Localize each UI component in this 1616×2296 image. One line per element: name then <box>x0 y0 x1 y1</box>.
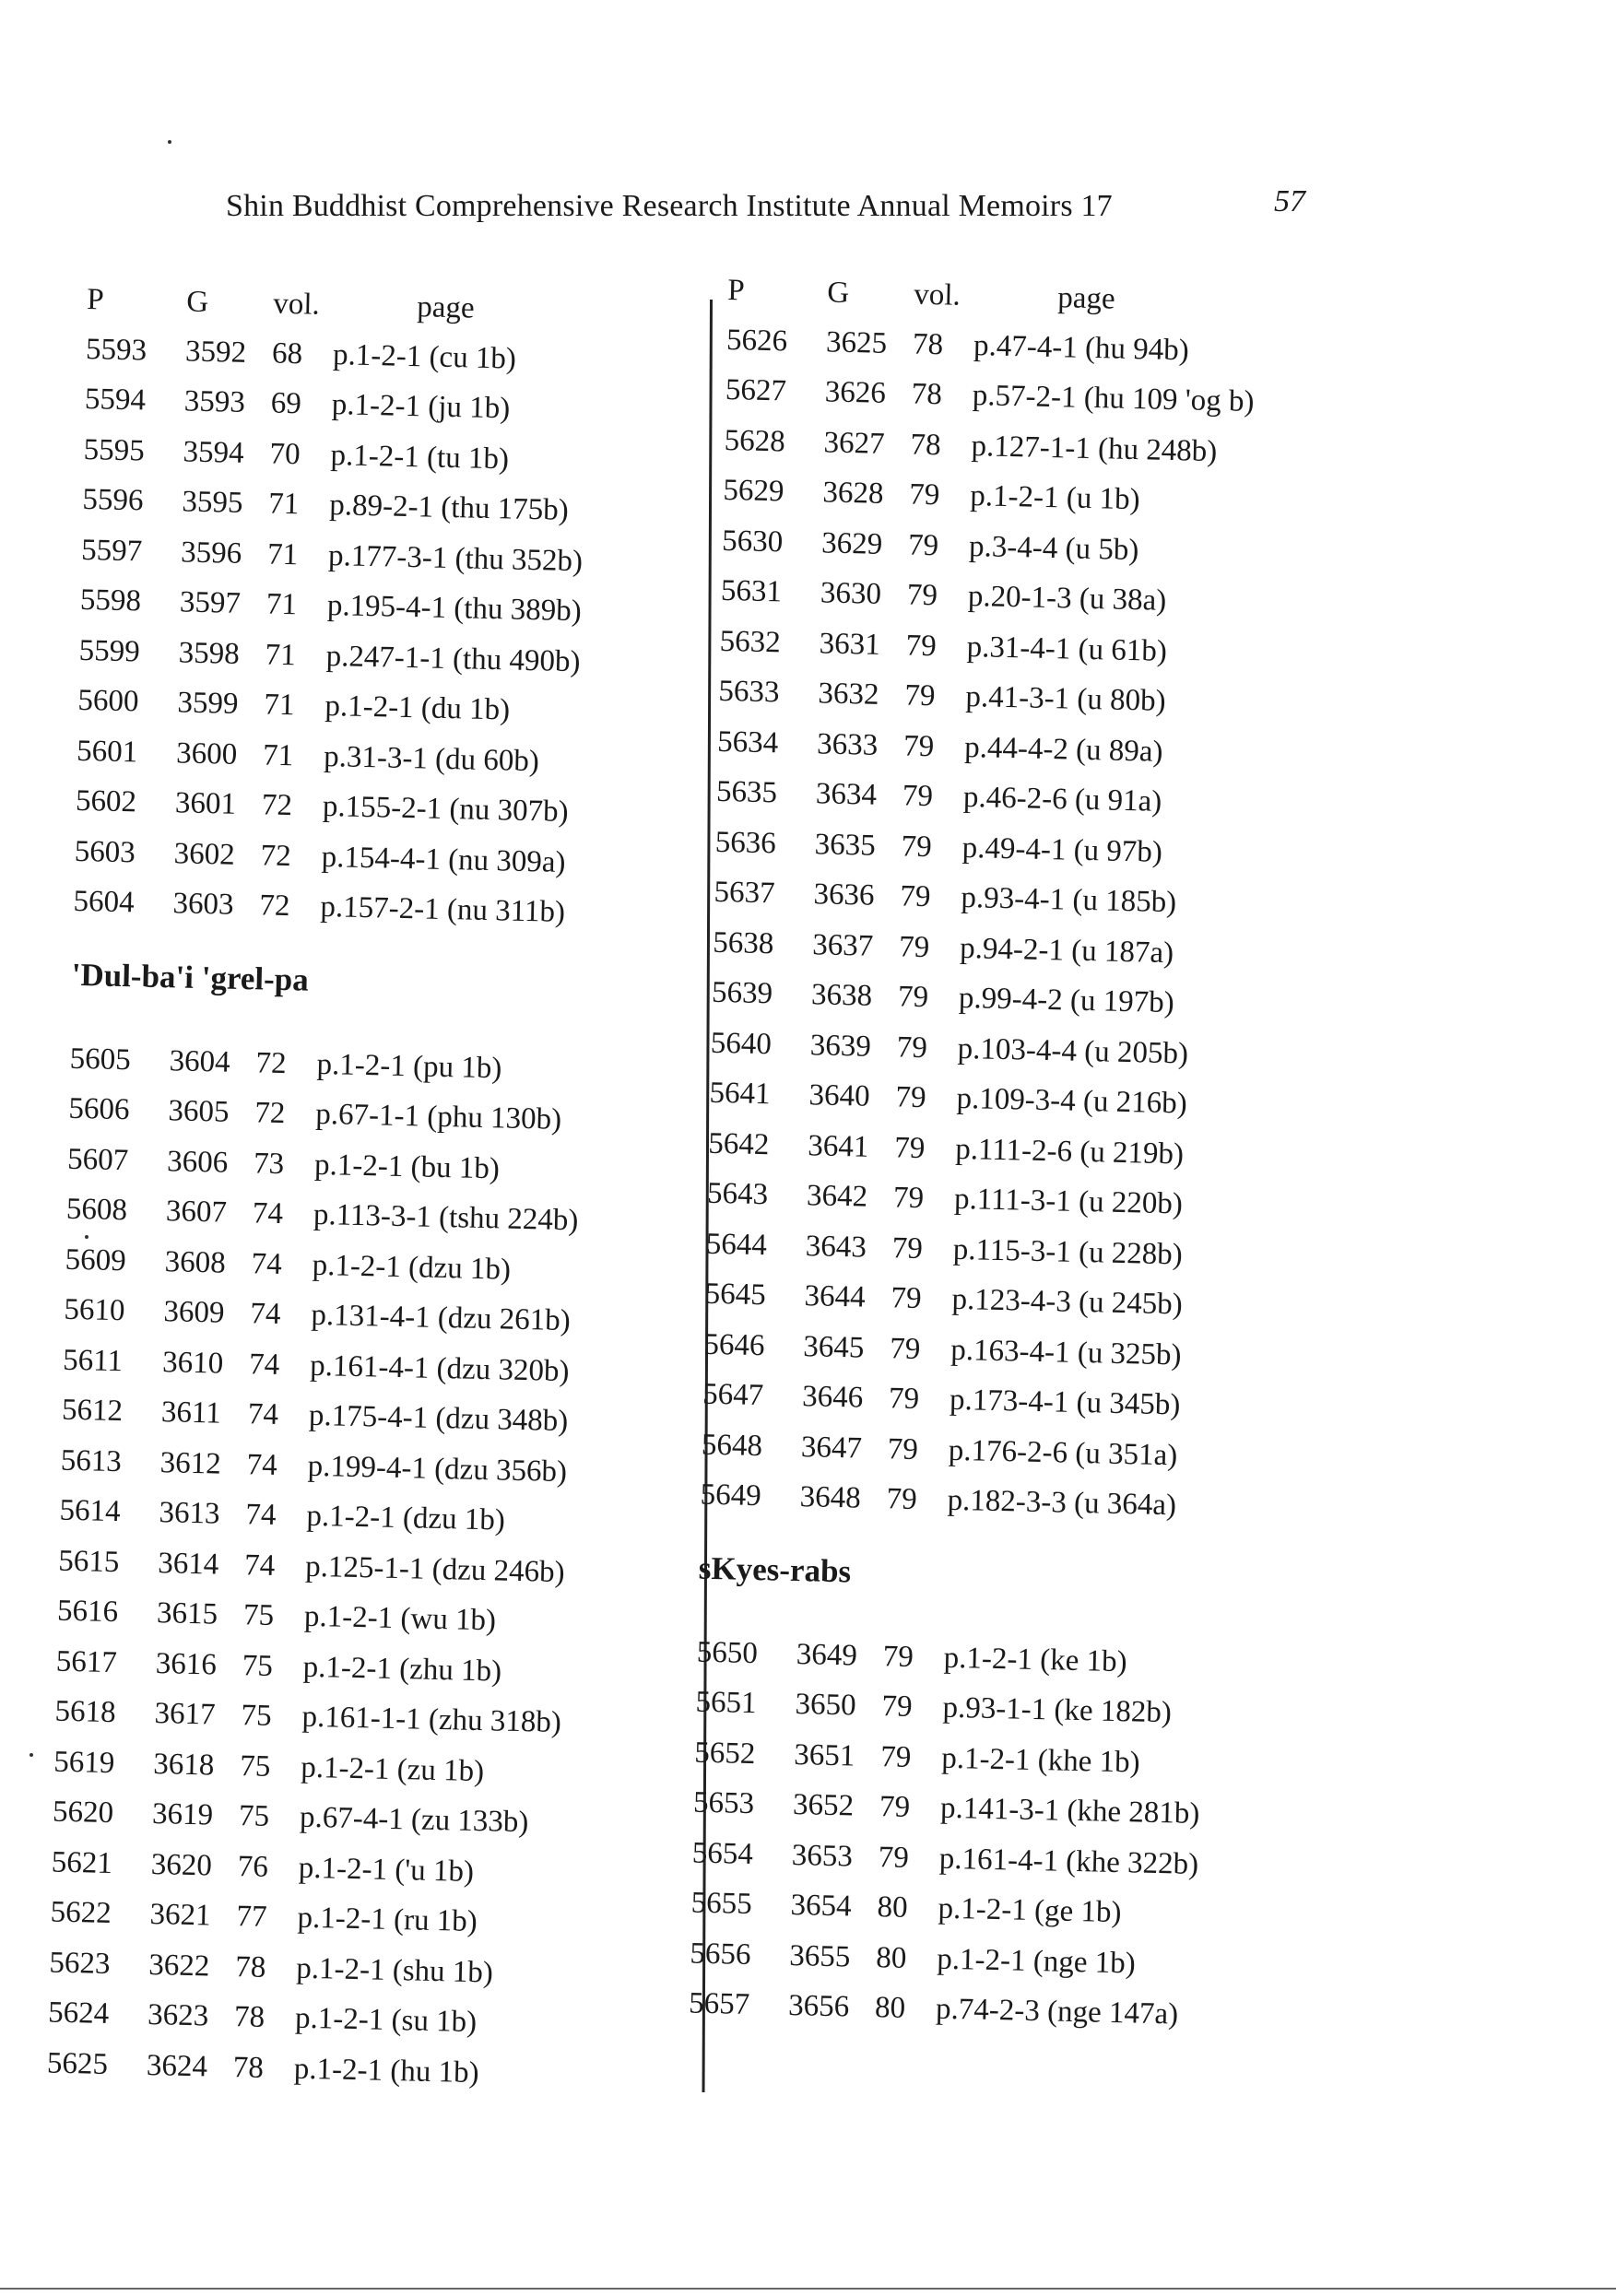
entry-g-number: 3634 <box>815 777 878 813</box>
entry-g-number: 3637 <box>811 928 874 963</box>
entry-page: p.1-2-1 (nge 1b) <box>936 1942 1137 1981</box>
entry-volume: 71 <box>267 487 300 522</box>
entry-g-number: 3625 <box>825 325 888 360</box>
entry-p-number: 5646 <box>703 1327 765 1362</box>
entry-g-number: 3609 <box>163 1295 225 1330</box>
entry-p-number: 5599 <box>78 633 141 669</box>
left-group-1 <box>73 324 749 942</box>
entry-g-number: 3633 <box>816 727 879 762</box>
entry-volume: 74 <box>246 1448 278 1482</box>
entry-volume: 79 <box>895 1080 926 1115</box>
entry-volume: 79 <box>891 1231 924 1266</box>
entry-p-number: 5638 <box>712 925 774 961</box>
entry-page: p.109-3-4 (u 216b) <box>956 1082 1188 1121</box>
entry-volume: 78 <box>911 377 943 412</box>
entry-volume: 78 <box>234 1949 266 1984</box>
entry-page: p.57-2-1 (hu 109 'og b) <box>972 379 1255 419</box>
entry-page: p.111-3-1 (u 220b) <box>953 1183 1184 1221</box>
entry-volume: 71 <box>266 537 299 571</box>
entry-p-number: 5594 <box>84 383 147 418</box>
entry-g-number: 3608 <box>164 1244 227 1280</box>
entry-g-number: 3631 <box>819 627 881 662</box>
entry-volume: 79 <box>892 1181 925 1216</box>
entry-p-number: 5641 <box>709 1077 772 1112</box>
entry-p-number: 5633 <box>718 675 780 710</box>
entry-g-number: 3599 <box>177 686 239 722</box>
entry-volume: 70 <box>269 437 301 472</box>
entry-volume: 77 <box>236 1900 268 1935</box>
entry-volume: 79 <box>902 729 935 763</box>
entry-volume: 72 <box>254 1096 286 1131</box>
entry-volume: 74 <box>250 1297 281 1332</box>
entry-volume: 72 <box>259 889 290 924</box>
entry-volume: 79 <box>893 1131 926 1165</box>
entry-p-number: 5611 <box>62 1343 124 1378</box>
right-group-1 <box>700 315 1388 1536</box>
entry-volume: 74 <box>252 1196 284 1231</box>
entry-g-number: 3649 <box>796 1637 858 1673</box>
entry-g-number: 3652 <box>792 1788 855 1823</box>
entry-volume: 79 <box>896 1030 928 1065</box>
entry-g-number: 3636 <box>813 877 875 913</box>
entry-volume: 78 <box>232 2050 265 2085</box>
entry-page: p.47-4-1 (hu 94b) <box>973 328 1190 368</box>
entry-volume: 79 <box>889 1332 921 1366</box>
entry-page: p.1-2-1 (wu 1b) <box>303 1599 497 1638</box>
entry-volume: 79 <box>879 1739 912 1774</box>
entry-p-number: 5651 <box>695 1685 758 1721</box>
entry-page: p.74-2-3 (nge 147a) <box>935 1992 1179 2031</box>
entry-g-number: 3597 <box>179 585 242 621</box>
entry-page: p.31-3-1 (du 60b) <box>323 739 540 778</box>
entry-page: p.1-2-1 (zhu 1b) <box>302 1650 502 1689</box>
entry-volume: 71 <box>262 738 294 772</box>
entry-volume: 74 <box>251 1247 283 1281</box>
entry-page: p.1-2-1 ('u 1b) <box>298 1851 475 1889</box>
entry-g-number: 3644 <box>804 1279 867 1314</box>
entry-p-number: 5631 <box>720 574 783 609</box>
entry-p-number: 5647 <box>702 1377 764 1413</box>
entry-volume: 74 <box>243 1548 276 1583</box>
entry-g-number: 3605 <box>168 1094 230 1129</box>
entry-g-number: 3641 <box>807 1128 869 1164</box>
entry-volume: 72 <box>260 839 292 873</box>
entry-volume: 74 <box>248 1348 280 1382</box>
entry-g-number: 3640 <box>808 1078 870 1113</box>
entry-page: p.103-4-4 (u 205b) <box>957 1031 1189 1071</box>
entry-g-number: 3595 <box>182 485 243 521</box>
entry-page: p.1-2-1 (ju 1b) <box>331 388 511 426</box>
entry-g-number: 3627 <box>823 426 886 461</box>
entry-page: p.1-2-1 (zu 1b) <box>300 1750 485 1788</box>
entry-volume: 75 <box>242 1598 275 1633</box>
entry-g-number: 3610 <box>161 1345 224 1381</box>
entry-page: p.3-4-4 (u 5b) <box>968 529 1139 567</box>
entry-p-number: 5604 <box>73 885 135 920</box>
entry-g-number: 3632 <box>818 677 879 712</box>
entry-p-number: 5597 <box>80 533 143 569</box>
running-header: Shin Buddhist Comprehensive Research Institute Annual Memoirs 17 <box>226 189 1113 223</box>
entry-g-number: 3650 <box>795 1688 856 1723</box>
entry-page: p.41-3-1 (u 80b) <box>965 680 1167 719</box>
entry-volume: 74 <box>247 1397 279 1432</box>
entry-page: p.99-4-2 (u 197b) <box>958 982 1175 1020</box>
entry-g-number: 3593 <box>183 384 246 420</box>
entry-volume: 79 <box>902 779 934 814</box>
entry-p-number: 5654 <box>691 1836 754 1871</box>
entry-p-number: 5637 <box>714 876 775 911</box>
entry-page: p.46-2-6 (u 91a) <box>962 781 1162 819</box>
header-p: P <box>726 273 746 307</box>
right-column <box>689 265 1390 2044</box>
speck <box>168 140 171 144</box>
entry-page: p.247-1-1 (thu 490b) <box>325 639 581 678</box>
entry-p-number: 5596 <box>82 483 144 518</box>
entry-page: p.161-4-1 (khe 322b) <box>938 1842 1199 1881</box>
entry-page: p.1-2-1 (tu 1b) <box>330 438 510 477</box>
entry-g-number: 3621 <box>149 1898 212 1933</box>
entry-volume: 69 <box>270 386 302 421</box>
entry-p-number: 5616 <box>56 1594 119 1630</box>
entry-g-number: 3618 <box>152 1747 215 1783</box>
entry-page: p.1-2-1 (khe 1b) <box>940 1741 1141 1780</box>
entry-g-number: 3594 <box>183 435 245 470</box>
entry-page: p.199-4-1 (dzu 356b) <box>307 1449 568 1489</box>
entry-page: p.1-2-1 (su 1b) <box>294 2001 478 2040</box>
entry-p-number: 5635 <box>715 775 778 810</box>
entry-g-number: 3614 <box>157 1546 219 1582</box>
entry-volume: 79 <box>887 1432 919 1466</box>
entry-g-number: 3611 <box>160 1395 222 1431</box>
entry-g-number: 3642 <box>806 1179 868 1214</box>
entry-g-number: 3596 <box>180 536 242 571</box>
entry-g-number: 3619 <box>151 1797 214 1832</box>
entry-volume: 74 <box>245 1498 277 1533</box>
entry-p-number: 5648 <box>701 1428 763 1463</box>
entry-p-number: 5640 <box>710 1026 773 1062</box>
entry-g-number: 3607 <box>165 1195 228 1230</box>
entry-g-number: 3628 <box>822 476 884 512</box>
entry-page: p.131-4-1 (dzu 261b) <box>311 1299 572 1338</box>
entry-g-number: 3647 <box>800 1430 863 1466</box>
entry-g-number: 3653 <box>791 1838 854 1874</box>
entry-page: p.154-4-1 (nu 309a) <box>321 840 566 879</box>
entry-volume: 75 <box>241 1699 272 1734</box>
entry-page: p.161-4-1 (dzu 320b) <box>309 1348 570 1388</box>
entry-page: p.1-2-1 (ru 1b) <box>297 1901 478 1939</box>
entry-g-number: 3615 <box>156 1596 218 1631</box>
entry-g-number: 3604 <box>169 1043 231 1079</box>
entry-g-number: 3646 <box>801 1380 864 1415</box>
entry-p-number: 5629 <box>723 474 784 509</box>
entry-p-number: 5627 <box>725 373 787 408</box>
entry-page: p.127-1-1 (hu 248b) <box>971 429 1218 468</box>
entry-g-number: 3598 <box>178 636 241 671</box>
header-page: page <box>1056 280 1115 316</box>
header-vol: vol. <box>272 287 321 322</box>
entry-p-number: 5636 <box>714 825 777 861</box>
entry-volume: 79 <box>882 1639 914 1674</box>
entry-g-number: 3613 <box>159 1496 220 1531</box>
entry-p-number: 5619 <box>53 1745 115 1780</box>
entry-page: p.1-2-1 (pu 1b) <box>316 1047 502 1086</box>
header-g: G <box>185 284 209 319</box>
entry-g-number: 3616 <box>155 1646 218 1682</box>
entry-g-number: 3630 <box>820 576 882 612</box>
entry-p-number: 5626 <box>725 323 788 359</box>
entry-g-number: 3648 <box>799 1480 862 1515</box>
entry-page: p.155-2-1 (nu 307b) <box>322 790 570 830</box>
entry-volume: 79 <box>908 477 940 512</box>
header-vol: vol. <box>913 277 961 312</box>
entry-p-number: 5614 <box>59 1493 121 1529</box>
right-group-2 <box>689 1628 1360 2044</box>
entry-page: p.1-2-1 (hu 1b) <box>293 2052 479 2090</box>
header-page: page <box>416 289 475 325</box>
entry-page: p.161-1-1 (zhu 318b) <box>301 1700 562 1740</box>
entry-page: p.1-2-1 (shu 1b) <box>295 1951 494 1990</box>
entry-page: p.1-2-1 (ke 1b) <box>943 1641 1128 1678</box>
entry-p-number: 5608 <box>65 1192 128 1228</box>
entry-page: p.1-2-1 (du 1b) <box>324 689 511 727</box>
speck <box>29 1753 33 1757</box>
entry-page: p.123-4-3 (u 245b) <box>951 1283 1184 1322</box>
entry-p-number: 5600 <box>77 684 139 719</box>
entry-g-number: 3602 <box>173 837 236 872</box>
entry-volume: 72 <box>255 1046 288 1080</box>
section-title: 'Dul-ba'i 'grel-pa <box>71 956 310 998</box>
entry-p-number: 5652 <box>693 1736 756 1771</box>
entry-page: p.195-4-1 (thu 389b) <box>326 589 583 629</box>
entry-volume: 79 <box>904 678 936 713</box>
entry-g-number: 3656 <box>787 1989 850 2024</box>
entry-p-number: 5650 <box>696 1635 759 1670</box>
entry-page: p.67-1-1 (phu 130b) <box>314 1098 562 1137</box>
entry-p-number: 5617 <box>55 1644 118 1679</box>
entry-p-number: 5603 <box>74 834 136 870</box>
entry-page: p.1-2-1 (dzu 1b) <box>312 1248 512 1287</box>
entry-page: p.93-4-1 (u 185b) <box>961 881 1177 920</box>
entry-volume: 79 <box>905 629 938 663</box>
entry-volume: 80 <box>875 1940 907 1975</box>
entry-p-number: 5639 <box>711 976 773 1011</box>
entry-g-number: 3639 <box>809 1028 872 1064</box>
entry-g-number: 3626 <box>824 375 887 411</box>
entry-page: p.67-4-1 (zu 133b) <box>299 1800 529 1840</box>
entry-volume: 72 <box>261 788 293 823</box>
scan-edge <box>0 2288 1616 2290</box>
entry-p-number: 5632 <box>719 624 782 660</box>
entry-p-number: 5607 <box>66 1142 129 1177</box>
entry-volume: 79 <box>898 930 930 964</box>
entry-p-number: 5623 <box>49 1946 111 1981</box>
entry-p-number: 5618 <box>54 1694 117 1730</box>
entry-p-number: 5602 <box>75 784 137 819</box>
entry-p-number: 5628 <box>724 423 786 459</box>
entry-page: p.125-1-1 (dzu 246b) <box>304 1549 565 1589</box>
entry-g-number: 3624 <box>146 2048 208 2084</box>
left-column <box>46 275 749 2103</box>
entry-page: p.1-2-1 (u 1b) <box>969 479 1140 517</box>
entry-volume: 79 <box>906 578 938 613</box>
entry-volume: 75 <box>239 1748 271 1784</box>
entry-page: p.173-4-1 (u 345b) <box>949 1383 1181 1422</box>
entry-p-number: 5610 <box>64 1292 125 1328</box>
entry-volume: 71 <box>265 638 297 672</box>
entry-volume: 79 <box>888 1382 920 1417</box>
entry-p-number: 5601 <box>76 734 138 770</box>
entry-page: p.141-3-1 (khe 281b) <box>939 1791 1200 1831</box>
section-title: sKyes-rabs <box>698 1549 852 1590</box>
entry-volume: 79 <box>878 1840 910 1875</box>
entry-p-number: 5657 <box>688 1986 750 2022</box>
entry-page: p.163-4-1 (u 325b) <box>950 1333 1182 1372</box>
entry-p-number: 5622 <box>50 1895 112 1931</box>
entry-page: p.89-2-1 (thu 175b) <box>328 489 570 528</box>
entry-g-number: 3643 <box>805 1229 867 1265</box>
entry-page: p.115-3-1 (u 228b) <box>952 1232 1184 1272</box>
entry-page: p.111-2-6 (u 219b) <box>954 1132 1185 1172</box>
entry-volume: 76 <box>237 1849 269 1884</box>
entry-p-number: 5613 <box>60 1443 123 1478</box>
entry-volume: 79 <box>900 879 931 914</box>
entry-volume: 80 <box>877 1890 909 1925</box>
entry-p-number: 5593 <box>85 332 147 368</box>
entry-page: p.177-3-1 (thu 352b) <box>327 538 584 579</box>
entry-g-number: 3654 <box>790 1889 853 1924</box>
entry-g-number: 3651 <box>793 1737 855 1773</box>
entry-p-number: 5656 <box>690 1937 751 1972</box>
entry-volume: 75 <box>238 1799 270 1834</box>
entry-volume: 73 <box>253 1147 285 1181</box>
entry-p-number: 5621 <box>51 1845 113 1880</box>
entry-page: p.1-2-1 (cu 1b) <box>332 337 517 376</box>
entry-page: p.49-4-1 (u 97b) <box>961 830 1163 869</box>
entry-p-number: 5609 <box>65 1242 127 1278</box>
entry-g-number: 3645 <box>803 1329 865 1365</box>
entry-g-number: 3620 <box>150 1847 213 1883</box>
entry-p-number: 5643 <box>706 1176 769 1212</box>
entry-p-number: 5624 <box>47 1996 110 2031</box>
entry-page: p.1-2-1 (dzu 1b) <box>306 1499 506 1537</box>
header-g: G <box>826 275 850 310</box>
entry-g-number: 3629 <box>820 526 883 561</box>
entry-g-number: 3601 <box>174 786 237 822</box>
entry-p-number: 5634 <box>716 724 779 760</box>
entry-volume: 68 <box>271 336 303 371</box>
entry-page: p.31-4-1 (u 61b) <box>966 630 1168 668</box>
entry-p-number: 5595 <box>83 432 146 468</box>
entry-volume: 71 <box>265 587 298 622</box>
entry-volume: 79 <box>901 830 933 864</box>
entry-volume: 78 <box>912 327 944 362</box>
entry-g-number: 3600 <box>175 736 238 771</box>
entry-g-number: 3655 <box>789 1938 851 1974</box>
entry-page: p.157-2-1 (nu 311b) <box>320 890 566 930</box>
entry-p-number: 5649 <box>700 1478 762 1513</box>
entry-p-number: 5645 <box>704 1277 767 1313</box>
page-number: 57 <box>1274 184 1305 218</box>
left-group-2 <box>46 1034 732 2103</box>
header-p: P <box>86 282 105 316</box>
entry-volume: 79 <box>907 528 939 562</box>
entry-g-number: 3603 <box>172 887 234 923</box>
entry-page: p.94-2-1 (u 187a) <box>959 931 1174 970</box>
entry-p-number: 5598 <box>79 583 142 618</box>
entry-volume: 79 <box>897 980 929 1015</box>
entry-page: p.176-2-6 (u 351a) <box>948 1433 1178 1473</box>
entry-page: p.44-4-2 (u 89a) <box>963 730 1163 769</box>
entry-page: p.113-3-1 (tshu 224b) <box>313 1198 579 1238</box>
entry-page: p.1-2-1 (ge 1b) <box>938 1891 1122 1930</box>
entry-page: p.93-1-1 (ke 182b) <box>942 1690 1173 1730</box>
entry-p-number: 5630 <box>721 524 784 559</box>
entry-g-number: 3635 <box>814 828 877 863</box>
entry-g-number: 3592 <box>184 335 247 370</box>
entry-page: p.175-4-1 (dzu 348b) <box>308 1399 569 1439</box>
entry-page: p.182-3-3 (u 364a) <box>947 1483 1177 1523</box>
entry-p-number: 5644 <box>705 1227 768 1262</box>
entry-volume: 78 <box>910 428 942 463</box>
entry-g-number: 3622 <box>148 1948 210 1984</box>
entry-g-number: 3638 <box>810 978 873 1013</box>
entry-volume: 71 <box>264 688 295 723</box>
entry-g-number: 3617 <box>154 1697 216 1732</box>
entry-page: p.20-1-3 (u 38a) <box>967 580 1167 618</box>
entry-p-number: 5642 <box>707 1126 770 1161</box>
entry-volume: 75 <box>242 1648 274 1683</box>
entry-g-number: 3623 <box>147 1998 209 2033</box>
entry-p-number: 5653 <box>692 1785 755 1821</box>
entry-volume: 79 <box>881 1690 913 1725</box>
entry-volume: 79 <box>886 1482 918 1517</box>
entry-p-number: 5625 <box>46 2046 109 2081</box>
entry-g-number: 3606 <box>166 1144 229 1180</box>
entry-p-number: 5605 <box>69 1042 132 1077</box>
entry-p-number: 5612 <box>61 1393 124 1429</box>
entry-p-number: 5615 <box>57 1544 120 1579</box>
entry-page: p.1-2-1 (bu 1b) <box>313 1148 501 1186</box>
entry-volume: 79 <box>879 1790 911 1825</box>
entry-p-number: 5606 <box>68 1092 130 1127</box>
entry-g-number: 3612 <box>159 1445 222 1481</box>
entry-p-number: 5620 <box>52 1795 114 1831</box>
entry-volume: 80 <box>874 1991 906 2026</box>
entry-volume: 78 <box>233 2000 265 2035</box>
entry-volume: 79 <box>891 1281 923 1316</box>
entry-p-number: 5655 <box>690 1886 753 1922</box>
